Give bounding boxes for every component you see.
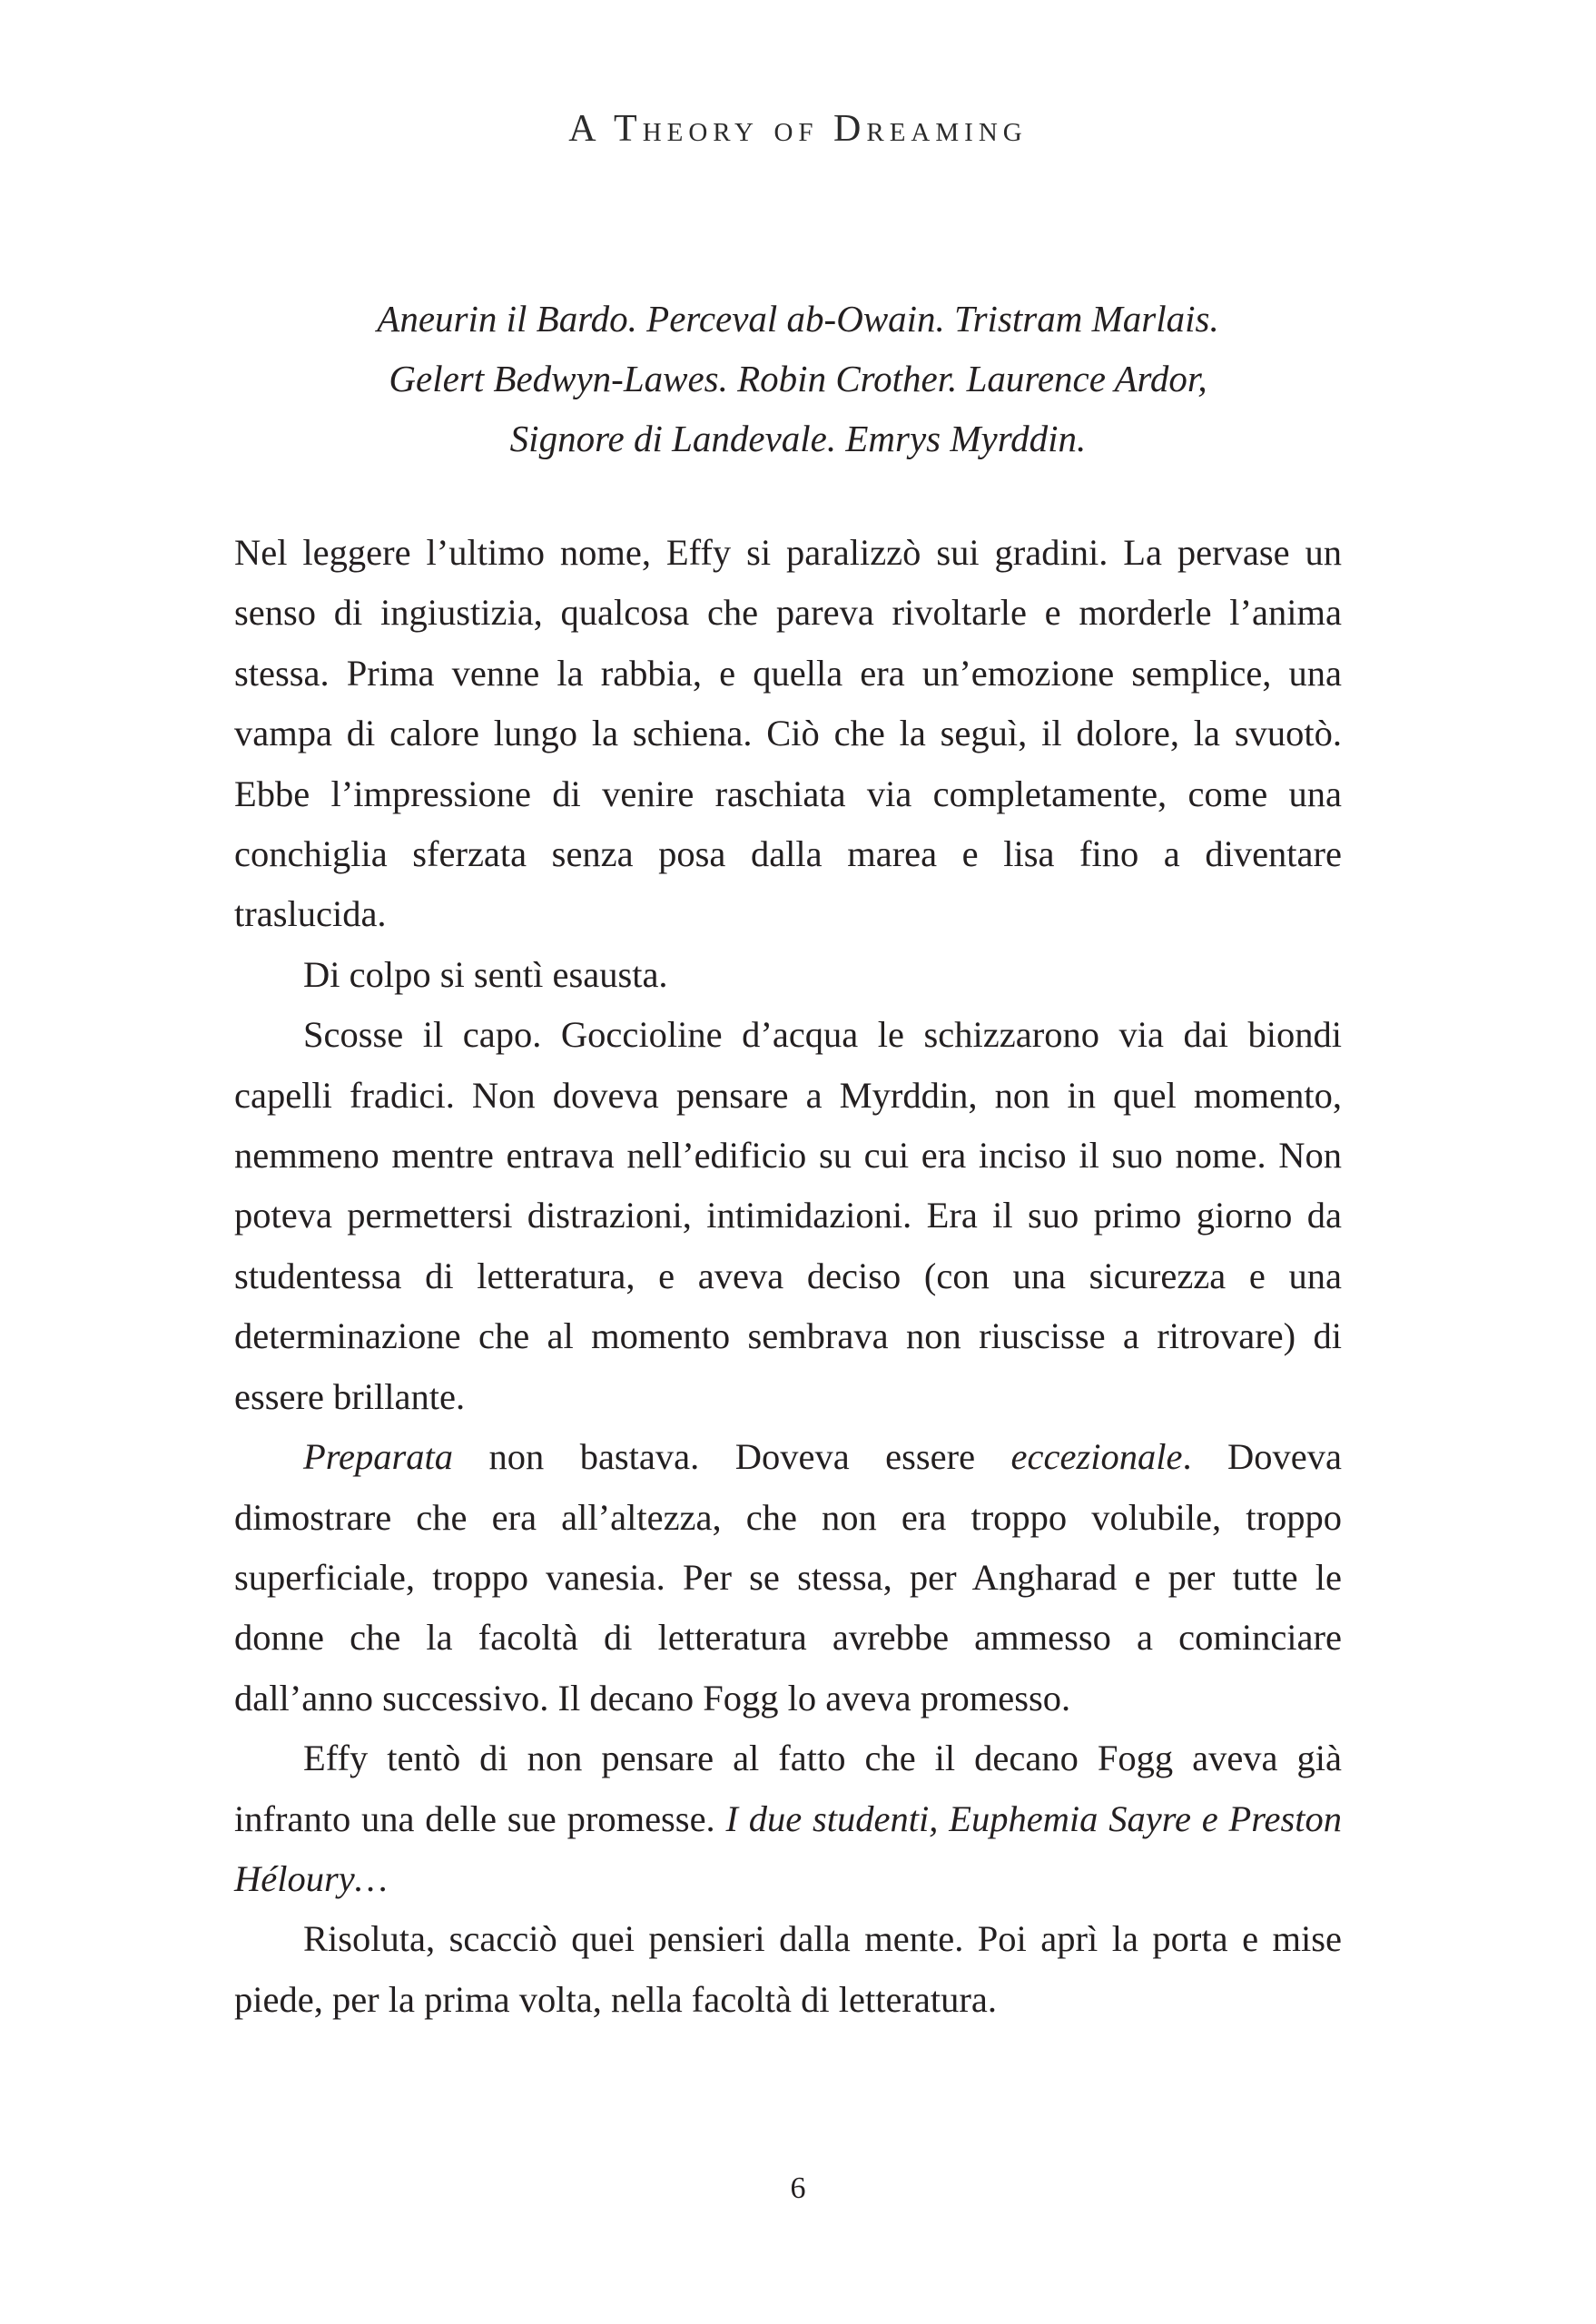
epigraph-line: Aneurin il Bardo. Perceval ab-Owain. Tristram Marlais.	[377, 298, 1219, 340]
epigraph-line: Signore di Landevale. Emrys Myrddin.	[509, 418, 1087, 459]
paragraph: Scosse il capo. Goccioline d’acqua le schizzarono via dai biondi capelli fradici. Non doveva pensare a Myrddin, non in quel momento, nemmeno mentre entrava nell’edificio su cui era inciso il suo nome. Non poteva permettersi distrazioni, intimidazioni. Era il suo primo giorno da studentessa di letteratura, e aveva deciso (con una sicurezza e una determinazione che al momento sembrava non riuscisse a ritrovare) di essere brillante.	[234, 1014, 1342, 1417]
paragraph	[234, 1728, 1342, 1909]
paragraph-text: . Doveva dimostrare che era all’altezza, che non era troppo volubile, troppo superficiale, troppo vanesia. Per se stessa, per Angharad e per tutte le donne che la facoltà di letteratura avrebbe ammesso a cominciare dall’anno successivo. Il decano Fogg lo aveva promesso.	[234, 1436, 1342, 1718]
paragraph: Di colpo si sentì esausta.	[303, 953, 668, 995]
paragraph-text: non bastava. Doveva essere	[453, 1436, 1011, 1478]
italic-text: eccezionale	[1010, 1436, 1183, 1478]
page-number: 6	[790, 2171, 806, 2205]
italic-text: Preparata	[303, 1436, 453, 1478]
epigraph-line: Gelert Bedwyn-Lawes. Robin Crother. Laurence Ardor,	[389, 358, 1207, 399]
paragraph-text: Effy tentò di non pensare al fatto che il decano Fogg aveva già infranto una delle sue promesse.	[234, 1738, 1342, 1839]
paragraph: Risoluta, scacciò quei pensieri dalla mente. Poi aprì la porta e mise piede, per la prima volta, nella facoltà di letteratura.	[234, 1918, 1342, 2020]
italic-text: I due studenti, Euphemia Sayre e Preston Héloury…	[234, 1797, 1342, 1899]
paragraph: Nel leggere l’ultimo nome, Effy si paralizzò sui gradini. La pervase un senso di ingiustizia, qualcosa che pareva rivoltarle e morderle l’anima stessa. Prima venne la rabbia, e quella era un’emozione semplice, una vampa di calore lungo la schiena. Ciò che la seguì, il dolore, la svuotò. Ebbe l’impressione di venire raschiata via completamente, come una conchiglia sferzata senza posa dalla marea e lisa fino a diventare traslucida.	[234, 532, 1342, 935]
paragraph	[234, 1427, 1342, 1728]
epigraph	[0, 289, 1596, 468]
running-head: A Theory of Dreaming	[568, 108, 1028, 150]
body-text	[234, 523, 1342, 2030]
